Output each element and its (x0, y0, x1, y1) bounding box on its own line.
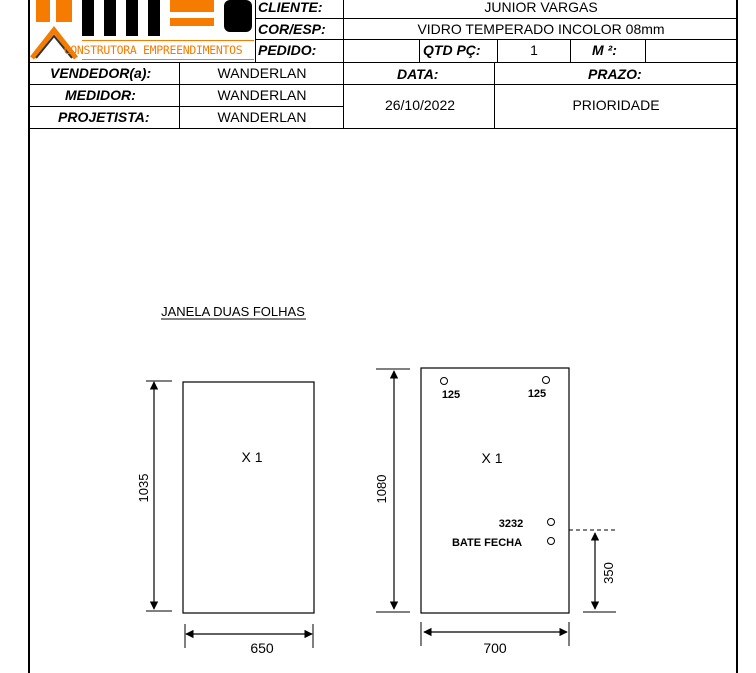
hardware-code-label: 3232 (498, 518, 524, 530)
projetista-label: PROJETISTA: (58, 109, 150, 125)
left-panel-qty: X 1 (241, 449, 263, 465)
projetista-value: WANDERLAN (217, 109, 307, 125)
qtd-value: 1 (530, 42, 538, 58)
right-width-label: 700 (483, 640, 507, 656)
m2-label: M ²: (592, 42, 617, 58)
data-value: 26/10/2022 (384, 97, 456, 113)
cliente-value: JUNIOR VARGAS (484, 0, 598, 15)
hole-right-label: 125 (527, 388, 547, 400)
cor-label: COR/ESP: (258, 21, 326, 37)
vendedor-value: WANDERLAN (217, 65, 307, 81)
right-height-label: 1080 (374, 474, 389, 504)
drawing-title: JANELA DUAS FOLHAS (161, 304, 305, 319)
left-width-label: 650 (250, 640, 274, 656)
hole-icon (543, 377, 550, 384)
hardware-name-label: BATE FECHA (451, 537, 523, 549)
pedido-label: PEDIDO: (258, 42, 317, 58)
medidor-label: MEDIDOR: (65, 87, 136, 103)
cor-value: VIDRO TEMPERADO INCOLOR 08mm (417, 21, 665, 37)
left-height-label: 1035 (136, 473, 151, 503)
medidor-value: WANDERLAN (217, 87, 307, 103)
hardware-height-label: 350 (601, 562, 616, 584)
data-label: DATA: (397, 66, 439, 82)
logo-text: CONSTRUTORA EMPREENDIMENTOS (63, 43, 243, 57)
hole-icon (548, 538, 555, 545)
prazo-value: PRIORIDADE (572, 97, 660, 113)
cliente-label: CLIENTE: (258, 0, 323, 15)
hole-icon (441, 378, 448, 385)
right-panel-qty: X 1 (481, 450, 503, 466)
left-glass-panel (183, 382, 314, 613)
hole-icon (548, 519, 555, 526)
right-glass-panel (421, 368, 569, 613)
hole-left-label: 125 (441, 389, 461, 401)
prazo-label: PRAZO: (588, 66, 642, 82)
vendedor-label: VENDEDOR(a): (50, 65, 152, 81)
qtd-label: QTD PÇ: (423, 42, 481, 58)
